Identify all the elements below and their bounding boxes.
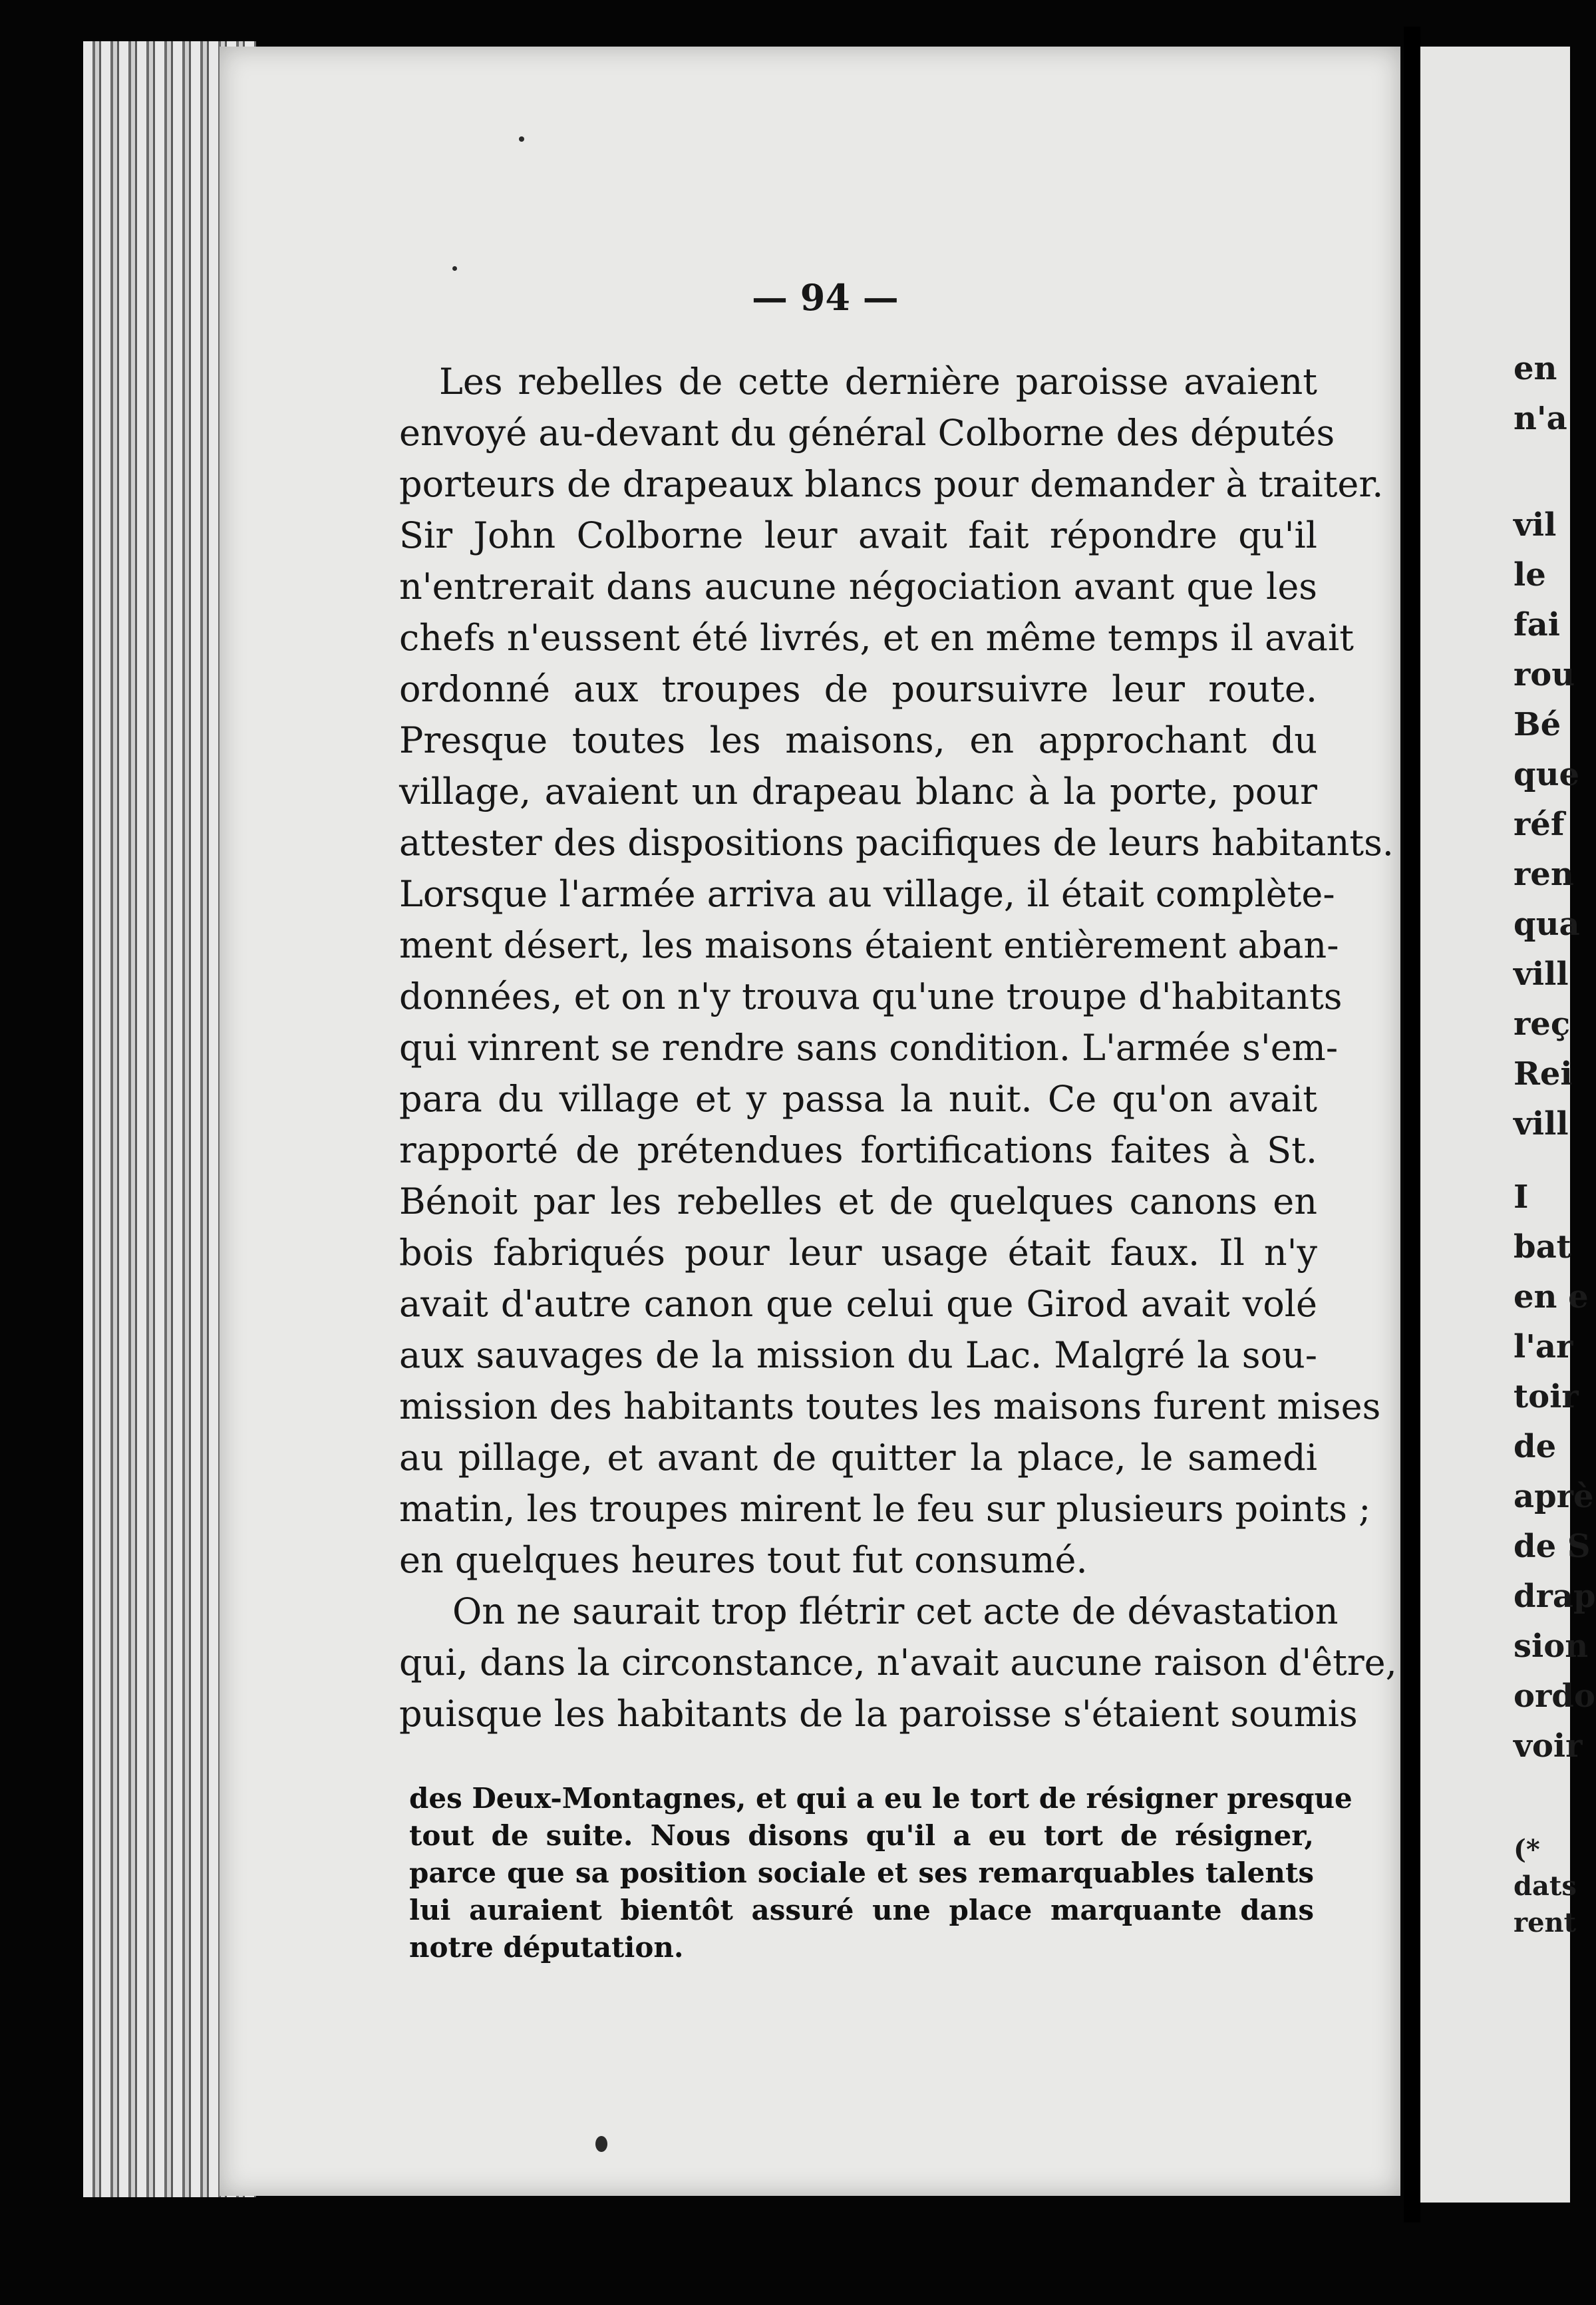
book-gutter xyxy=(1404,27,1420,2222)
footnote-line: notre députation. xyxy=(409,1931,684,1964)
text-line: Bénoit par les rebelles et de quelques canons en xyxy=(399,1180,1317,1222)
facing-page-line: n'a xyxy=(1514,400,1567,437)
text-line: attester des dispositions pacifiques de leurs habitants. xyxy=(399,822,1394,864)
text-line: au pillage, et avant de quitter la place, le samedi xyxy=(399,1437,1317,1479)
facing-page-line: rent xyxy=(1514,1907,1577,1938)
facing-page-line: l'ar xyxy=(1514,1328,1573,1365)
facing-page-line: qua xyxy=(1514,906,1580,943)
facing-page-line: toir xyxy=(1514,1378,1579,1415)
text-line: Presque toutes les maisons, en approchant du xyxy=(399,719,1317,761)
ink-speck xyxy=(519,136,524,142)
facing-page-line: Bé xyxy=(1514,706,1561,743)
text-line: para du village et y passa la nuit. Ce qu'on avait xyxy=(399,1078,1317,1120)
body-text xyxy=(399,356,1397,1739)
facing-page-line: reç xyxy=(1514,1005,1571,1043)
facing-page-line: vil xyxy=(1514,506,1557,544)
ink-speck xyxy=(452,266,457,271)
text-line: Les rebelles de cette dernière paroisse avaient xyxy=(439,361,1317,403)
facing-page-line: ren xyxy=(1514,856,1574,893)
text-line: chefs n'eussent été livrés, et en même temps il avait xyxy=(399,617,1354,659)
text-line: données, et on n'y trouva qu'une troupe d'habitants xyxy=(399,975,1343,1017)
facing-page-line: en xyxy=(1514,350,1557,387)
text-line: porteurs de drapeaux blancs pour demander à traiter. xyxy=(399,463,1384,505)
text-line: qui, dans la circonstance, n'avait aucune raison d'être, xyxy=(399,1642,1397,1684)
text-line: n'entrerait dans aucune négociation avant que les xyxy=(399,566,1317,608)
text-line: envoyé au-devant du général Colborne des députés xyxy=(399,412,1335,454)
footnote-line: tout de suite. Nous disons qu'il a eu tort de résigner, xyxy=(409,1819,1314,1852)
footnote-line: des Deux-Montagnes, et qui a eu le tort de résigner presque xyxy=(409,1782,1353,1815)
text-line: qui vinrent se rendre sans condition. L'armée s'em- xyxy=(399,1027,1339,1069)
facing-page-line: sion xyxy=(1514,1628,1589,1665)
facing-page-line: que xyxy=(1514,756,1579,793)
facing-page-line: drap xyxy=(1514,1578,1596,1615)
text-line: ordonné aux troupes de poursuivre leur route. xyxy=(399,668,1317,710)
text-line: bois fabriqués pour leur usage était faux. Il n'y xyxy=(399,1232,1317,1274)
text-line: ment désert, les maisons étaient entièrement aban- xyxy=(399,924,1339,966)
facing-page-line: ordo xyxy=(1514,1678,1595,1715)
facing-page-line: vill xyxy=(1514,956,1569,993)
text-line: Lorsque l'armée arriva au village, il était complète- xyxy=(399,873,1335,915)
facing-page-line: fai xyxy=(1514,606,1560,643)
facing-page-line: aprè xyxy=(1514,1478,1594,1515)
text-line: village, avaient un drapeau blanc à la porte, pour xyxy=(399,771,1317,812)
text-line: On ne saurait trop flétrir cet acte de dévastation xyxy=(452,1590,1339,1632)
facing-page-line: bat xyxy=(1514,1228,1571,1266)
text-line: rapporté de prétendues fortifications faites à St. xyxy=(399,1129,1317,1171)
page-number: — 94 — xyxy=(752,276,899,319)
text-line: en quelques heures tout fut consumé. xyxy=(399,1539,1088,1581)
text-line: matin, les troupes mirent le feu sur plusieurs points ; xyxy=(399,1488,1371,1530)
text-line: puisque les habitants de la paroisse s'étaient soumis xyxy=(399,1693,1358,1735)
facing-page-line: en e xyxy=(1514,1278,1589,1316)
facing-page-line: rou xyxy=(1514,656,1575,693)
facing-page-line: (* xyxy=(1514,1834,1540,1865)
facing-page-line: le xyxy=(1514,556,1546,594)
facing-page-line: vill xyxy=(1514,1105,1569,1143)
facing-page-line: de xyxy=(1514,1428,1557,1465)
text-line: mission des habitants toutes les maisons furent mises xyxy=(399,1385,1381,1427)
facing-page-line: Rei xyxy=(1514,1055,1573,1093)
facing-page-line: de S xyxy=(1514,1528,1591,1565)
text-line: avait d'autre canon que celui que Girod avait volé xyxy=(399,1283,1317,1325)
footnote-line: lui auraient bientôt assuré une place marquante dans xyxy=(409,1894,1314,1926)
text-line: Sir John Colborne leur avait fait répondre qu'il xyxy=(399,514,1317,556)
ink-speck xyxy=(595,2136,607,2152)
facing-page-line: voir xyxy=(1514,1727,1583,1765)
facing-page-line: dats xyxy=(1514,1870,1577,1902)
text-line: aux sauvages de la mission du Lac. Malgré la sou- xyxy=(399,1334,1317,1376)
facing-page-line: réf xyxy=(1514,806,1565,843)
footnote xyxy=(409,1780,1353,1966)
footnote-line: parce que sa position sociale et ses remarquables talents xyxy=(409,1857,1314,1889)
facing-page-line: I xyxy=(1514,1178,1529,1216)
